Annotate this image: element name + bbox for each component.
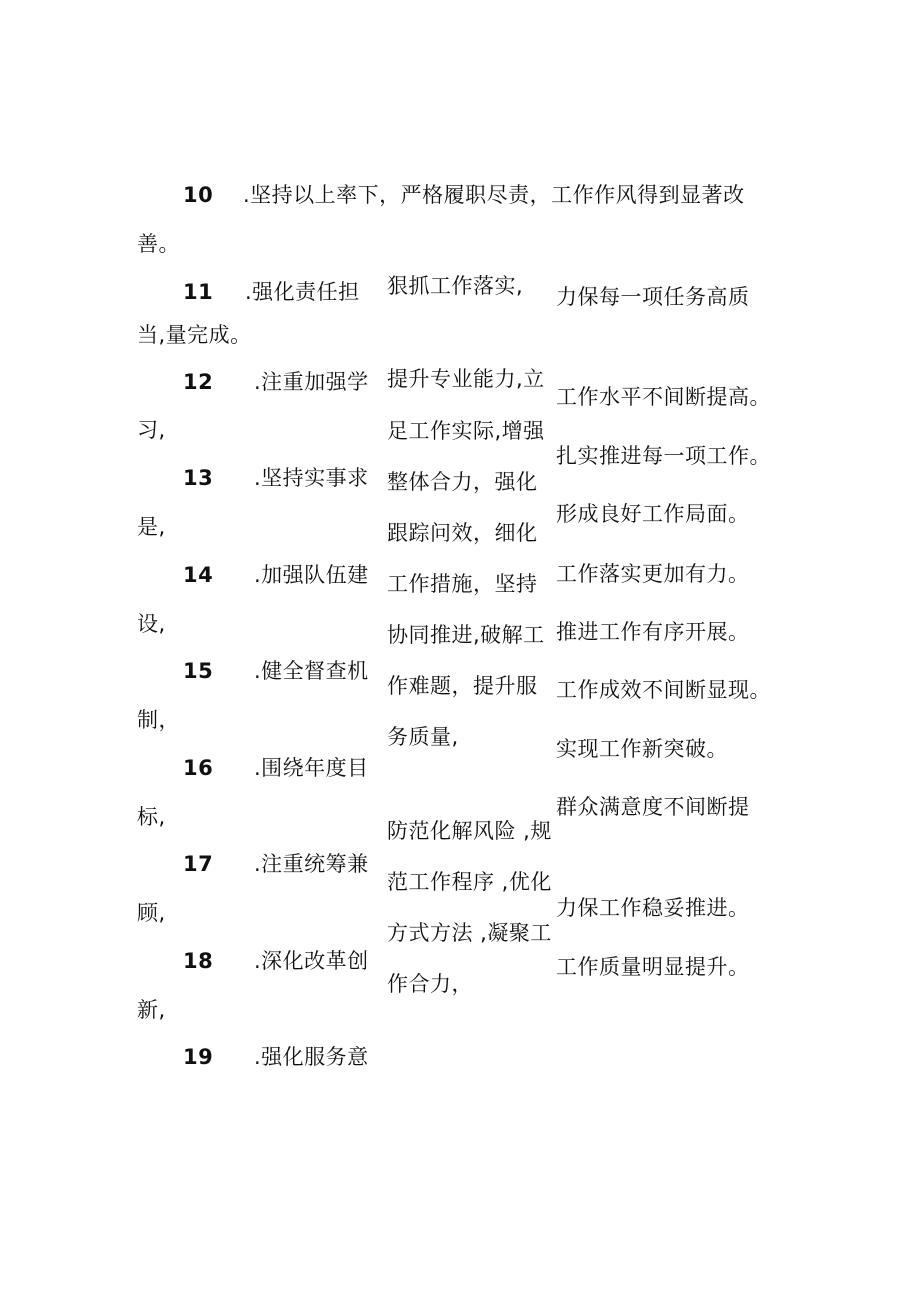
item-number: 12 (183, 370, 214, 394)
middle-line: 提升专业能力,立 (387, 367, 545, 391)
item-lead: .注重统筹兼 (254, 852, 369, 876)
item-number: 16 (183, 756, 214, 780)
right-line: 形成良好工作局面。 (556, 502, 750, 526)
right-line: 群众满意度不间断提 (556, 795, 750, 819)
right-line: 扎实推进每一项工作。 (556, 444, 771, 468)
middle-line: 协同推进,破解工 (387, 623, 545, 647)
right-line: 推进工作有序开展。 (556, 620, 750, 644)
item-text-continuation: 当,量完成。 (137, 323, 252, 347)
item-number: 19 (183, 1045, 214, 1069)
item-text-continuation: 制， (137, 708, 180, 732)
middle-line: 足工作实际,增强 (387, 419, 545, 443)
middle-line: 整体合力，强化 (387, 470, 538, 494)
item-lead: .坚持实事求 (254, 466, 369, 490)
middle-line: 跟踪问效，细化 (387, 521, 538, 545)
item-lead: .加强队伍建 (254, 563, 369, 587)
item-text-continuation: 新, (137, 998, 166, 1022)
item-number: 13 (183, 466, 214, 490)
right-line: 工作质量明显提升。 (556, 955, 750, 979)
item-lead: .深化改革创 (254, 949, 369, 973)
middle-line: 工作措施，坚持 (387, 572, 538, 596)
item-lead: .健全督查机 (254, 659, 369, 683)
item-text-continuation: 是, (137, 515, 166, 539)
item-text: .坚持以上率下，严格履职尽责，工作作风得到显著改 (243, 183, 745, 207)
item-text-continuation: 标, (137, 805, 166, 829)
middle-line: 方式方法 ,凝聚工 (387, 921, 552, 945)
item-number: 14 (183, 563, 214, 587)
item-text-continuation: 顾, (137, 901, 166, 925)
right-line: 工作水平不间断提高。 (556, 385, 771, 409)
right-line: 实现工作新突破。 (556, 737, 728, 761)
right-line: 工作落实更加有力。 (556, 562, 750, 586)
item-lead: .注重加强学 (254, 370, 369, 394)
item-number: 11 (183, 280, 214, 304)
item-lead: .强化服务意 (254, 1045, 369, 1069)
right-line: 力保工作稳妥推进。 (556, 896, 750, 920)
item-number: 10 (183, 183, 214, 207)
item-number: 18 (183, 949, 214, 973)
middle-line: 防范化解风险 ,规 (387, 819, 552, 843)
item-text-continuation: 习, (137, 418, 166, 442)
middle-line: 范工作程序 ,优化 (387, 870, 552, 894)
middle-line: 狠抓工作落实, (387, 274, 524, 298)
middle-line: 务质量, (387, 725, 459, 749)
middle-line: 作难题，提升服 (387, 674, 538, 698)
item-text-continuation: 设, (137, 612, 166, 636)
item-lead: .强化责任担 (245, 280, 360, 304)
item-number: 17 (183, 852, 214, 876)
item-text-continuation: 善。 (137, 232, 180, 256)
right-line: 工作成效不间断显现。 (556, 678, 771, 702)
truncated-line (0, 1045, 920, 1069)
item-number: 15 (183, 659, 214, 683)
item-lead: .围绕年度目 (254, 756, 369, 780)
right-line: 力保每一项任务高质 (556, 285, 750, 309)
middle-line: 作合力， (387, 972, 473, 996)
